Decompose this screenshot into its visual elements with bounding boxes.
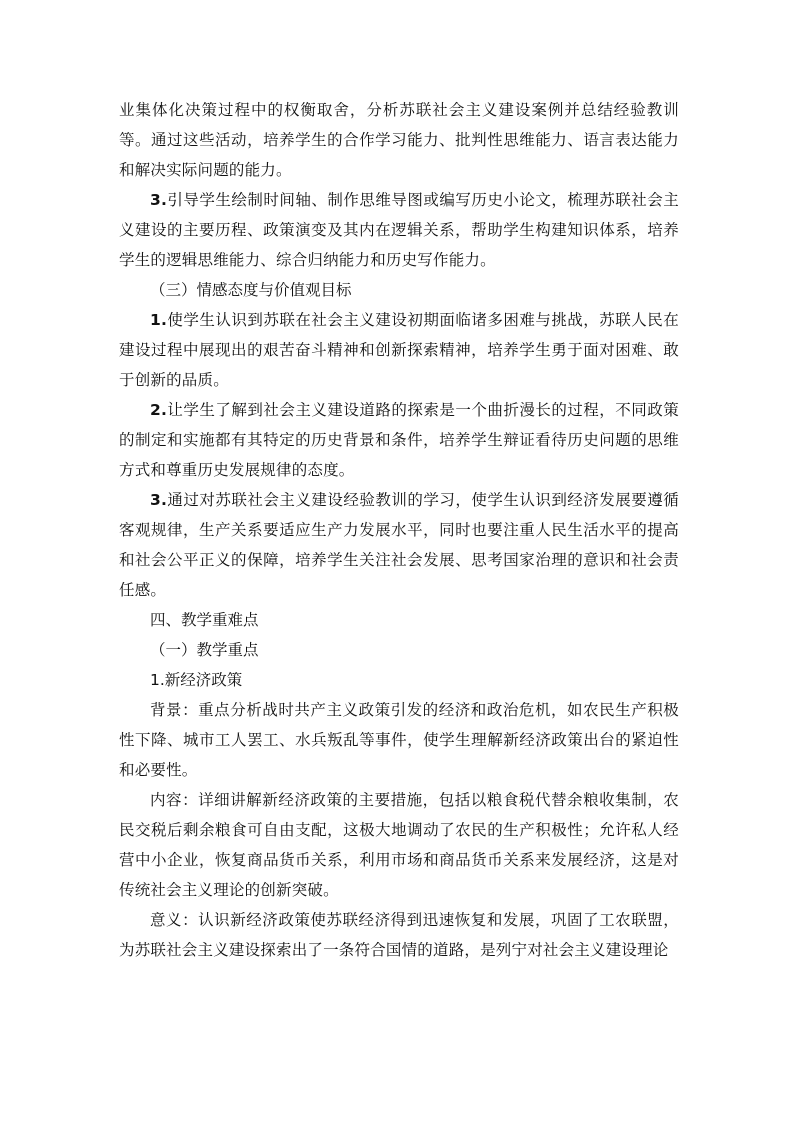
paragraph-text: 内容：详细讲解新经济政策的主要措施，包括以粮食税代替余粮收集制，农民交税后剩余粮食可自由支配，这极大地调动了农民的生产积极性；允许私人经营中小企业，恢复商品货币关系，利用市场和商品货币关系来发展经济，这是对传统社会主义理论的创新突破。 <box>119 791 679 899</box>
section-heading-key-difficult-points <box>119 605 679 635</box>
paragraph-number: 3. <box>150 491 168 509</box>
paragraph-emotion-goal-3 <box>119 485 679 605</box>
paragraph-content <box>119 785 679 905</box>
paragraph-activities-continued <box>119 95 679 185</box>
paragraph-number: 3. <box>150 191 168 209</box>
paragraph-background <box>119 695 679 785</box>
paragraph-emotion-goal-2 <box>119 395 679 485</box>
heading-text: （三）情感态度与价值观目标 <box>150 281 352 299</box>
subsection-heading-key-points <box>119 635 679 665</box>
paragraph-text: 意义：认识新经济政策使苏联经济得到迅速恢复和发展，巩固了工农联盟，为苏联社会主义建设探索出了一条符合国情的道路，是列宁对社会主义建设理论 <box>119 911 679 959</box>
paragraph-number: 2. <box>150 401 168 419</box>
heading-text: （一）教学重点 <box>150 641 259 659</box>
paragraph-text: 业集体化决策过程中的权衡取舍，分析苏联社会主义建设案例并总结经验教训等。通过这些活动，培养学生的合作学习能力、批判性思维能力、语言表达能力和解决实际问题的能力。 <box>119 101 679 179</box>
paragraph-text: 让学生了解到社会主义建设道路的探索是一个曲折漫长的过程，不同政策的制定和实施都有其特定的历史背景和条件，培养学生辩证看待历史问题的思维方式和尊重历史发展规律的态度。 <box>119 401 679 479</box>
paragraph-ability-goal-3 <box>119 185 679 275</box>
paragraph-text: 背景：重点分析战时共产主义政策引发的经济和政治危机，如农民生产积极性下降、城市工人罢工、水兵叛乱等事件，使学生理解新经济政策出台的紧迫性和必要性。 <box>119 701 679 779</box>
paragraph-text: 使学生认识到苏联在社会主义建设初期面临诸多困难与挑战，苏联人民在建设过程中展现出的艰苦奋斗精神和创新探索精神，培养学生勇于面对困难、敢于创新的品质。 <box>119 311 679 389</box>
paragraph-significance <box>119 905 679 965</box>
paragraph-text: 通过对苏联社会主义建设经验教训的学习，使学生认识到经济发展要遵循客观规律，生产关系要适应生产力发展水平，同时也要注重人民生活水平的提高和社会公平正义的保障，培养学生关注社会发展、思考国家治理的意识和社会责任感。 <box>119 491 679 599</box>
paragraph-emotion-goal-1 <box>119 305 679 395</box>
paragraph-text: 引导学生绘制时间轴、制作思维导图或编写历史小论文，梳理苏联社会主义建设的主要历程、政策演变及其内在逻辑关系，帮助学生构建知识体系，培养学生的逻辑思维能力、综合归纳能力和历史写作能力。 <box>119 191 679 269</box>
item-heading-new-economic-policy <box>119 665 679 695</box>
section-heading-emotion-goals <box>119 275 679 305</box>
heading-text: 四、教学重难点 <box>150 611 259 629</box>
paragraph-number: 1. <box>150 311 168 329</box>
document-body <box>119 95 679 965</box>
heading-text: 1.新经济政策 <box>150 671 243 689</box>
